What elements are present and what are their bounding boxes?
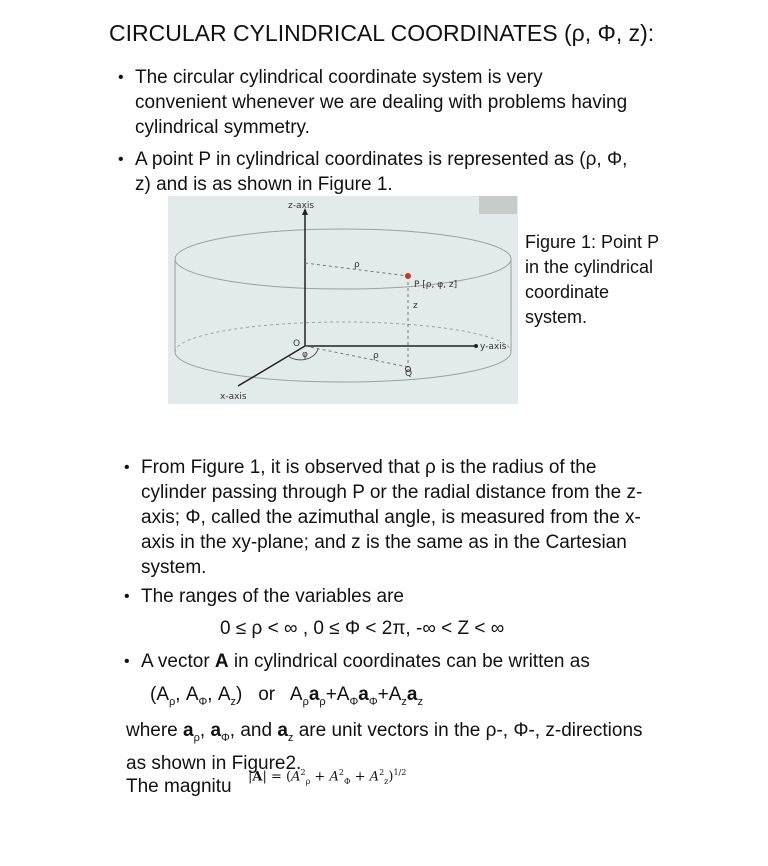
page-title: CIRCULAR CYLINDRICAL COORDINATES (ρ, Φ, z): bbox=[109, 20, 655, 46]
phi-label: φ bbox=[302, 350, 308, 360]
z-axis-label: z-axis bbox=[288, 201, 315, 211]
bullet-dot: • bbox=[118, 151, 124, 168]
vector-components: ($A_\rho$, $A_\Phi$, $A_z$) bbox=[150, 684, 243, 708]
magnitude-prefix: The magnitu bbox=[126, 776, 232, 797]
magnitude-formula: $|A| = (A^2_\rho + A^2_\Phi + A^2_z)^{1/2}$ bbox=[248, 768, 407, 786]
vector-form bbox=[150, 684, 423, 708]
point-p-label: P [ρ, φ, z] bbox=[414, 280, 458, 290]
cylinder-top-ellipse bbox=[175, 229, 511, 289]
bullet-dot: • bbox=[118, 69, 124, 86]
cylinder-bottom-front bbox=[175, 352, 511, 382]
figure-caption: Figure 1: Point P in the cylindrical coordinate system. bbox=[525, 232, 659, 327]
vector-expansion: $A_\rho a_\rho+A_\Phi a_\Phi+A_za_z$ bbox=[289, 684, 423, 708]
unit-vectors-text: where $a_\rho$, $a_\Phi$, and $a_z$ are unit vectors in the ρ-, Φ-, z-directions as shown in Figure2. bbox=[126, 720, 643, 774]
z-label: z bbox=[413, 301, 418, 311]
rho-bottom-line bbox=[305, 346, 408, 367]
bullet-vector bbox=[124, 649, 664, 674]
bullet-ranges bbox=[124, 584, 644, 609]
vector-or: or bbox=[258, 684, 276, 705]
ranges-expression: 0 ≤ ρ < ∞ , 0 ≤ Φ < 2π, -∞ < Z < ∞ bbox=[220, 618, 505, 639]
bullet-intro bbox=[118, 65, 638, 140]
y-axis-end bbox=[474, 344, 478, 348]
point-p bbox=[405, 273, 411, 279]
x-axis-line bbox=[238, 346, 305, 386]
bullet-point-p bbox=[118, 147, 648, 197]
bullet-text: A point P in cylindrical coordinates is represented as (ρ, Φ, z) and is as shown in Figure 1. bbox=[135, 149, 628, 195]
rho-top-label: ρ bbox=[354, 260, 360, 270]
bullet-vector-pre: A vector bbox=[141, 651, 215, 672]
bullet-text: The ranges of the variables are bbox=[141, 586, 404, 607]
cylinder-bottom-back bbox=[175, 322, 511, 352]
figure-1 bbox=[168, 196, 518, 404]
bullet-dot: • bbox=[124, 588, 130, 605]
y-axis-label: y-axis bbox=[480, 342, 507, 352]
rho-bottom-label: ρ bbox=[373, 351, 379, 361]
corner-box bbox=[479, 196, 517, 214]
bullet-text: The circular cylindrical coordinate system is very convenient whenever we are dealing with problems having cylindrical symmetry. bbox=[135, 67, 628, 138]
bullet-dot: • bbox=[124, 459, 130, 476]
origin-label: O bbox=[293, 339, 301, 349]
cylinder-diagram bbox=[168, 196, 518, 404]
bullet-observation bbox=[124, 455, 644, 580]
x-axis-label: x-axis bbox=[220, 392, 247, 402]
q-label: Q bbox=[405, 369, 413, 379]
bullet-dot: • bbox=[124, 653, 130, 670]
bullet-vector-bold: A bbox=[214, 651, 229, 672]
bullet-text: From Figure 1, it is observed that ρ is the radius of the cylinder passing through P or the radial distance from the z-axis; Φ, called the azimuthal angle, is measured from the x-axis in the xy-plane; and z is the same as in the Cartesian system. bbox=[141, 457, 643, 578]
bullet-text bbox=[124, 649, 664, 674]
bullet-vector-post: in cylindrical coordinates can be written as bbox=[228, 651, 590, 672]
